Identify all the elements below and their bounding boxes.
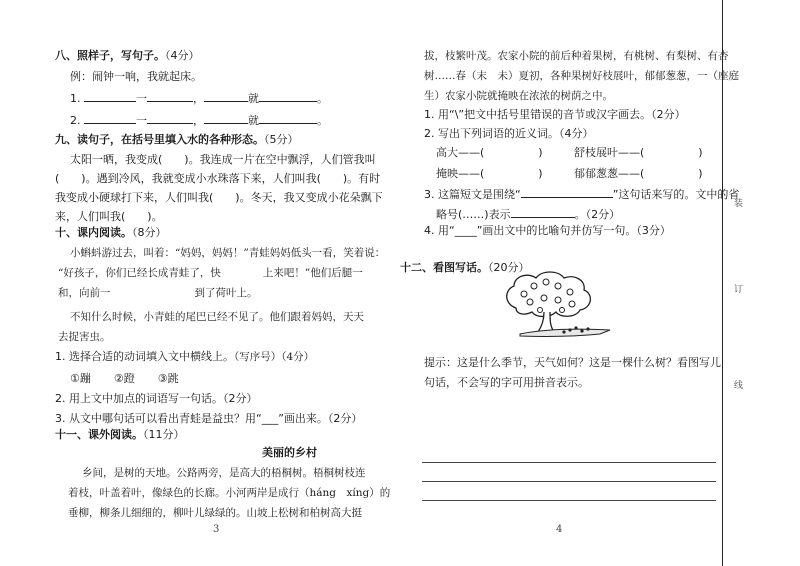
- writing-line: [422, 481, 716, 482]
- tree-illustration: [500, 270, 620, 342]
- page-number-left: 3: [213, 524, 220, 535]
- right-passage: 拔，枝繁叶茂。农家小院的前后种着果树，有桃树、有梨树、有杏: [424, 50, 729, 62]
- binding-line: [722, 0, 723, 566]
- section-11-passage: 垂柳，柳条儿细细的，柳叶儿绿绿的。山坡上松树和柏树高大挺: [68, 507, 362, 519]
- section-10-passage: 不知什么时候，小青蛙的尾巴已经不见了。他们跟着妈妈，天天: [70, 311, 364, 323]
- writing-line: [422, 500, 716, 501]
- right-q3: 3. 这篇短文是围绕“ ”这句话来写的。文中的省: [424, 188, 740, 201]
- section-10-passage: 小蝌蚪游过去，叫着：“妈妈，妈妈！”青蛙妈妈低头一看，笑着说：: [70, 247, 386, 259]
- section-9-line: 我变成小硬球打下来，人们叫我( )。冬天，我又变成小花朵飘下: [55, 191, 383, 204]
- section-9-line: ( )。遇到冷风，我就变成小水珠落下来，人们叫我( )。有时: [55, 172, 381, 185]
- synonym-item: 高大——( ): [436, 146, 543, 159]
- binding-label: 线: [734, 381, 744, 391]
- section-10-passage: 去捉害虫。: [58, 331, 111, 343]
- section-8-q1: 1. 一 ， 就 。: [70, 92, 328, 105]
- right-q3-cont: 略号(……)表示 。（2分）: [436, 208, 621, 221]
- right-passage: 树……春（末 未）夏初，各种果树好枝展叶，郁郁葱葱，一（座庭: [424, 70, 739, 82]
- section-9-title: 九、读句子，在括号里填入水的各种形态。（5分）: [55, 133, 299, 146]
- section-10-passage: 和，向前一 到了荷叶上。: [58, 287, 258, 299]
- article-title: 美丽的乡村: [262, 446, 317, 459]
- section-9-line: 太阳一晒，我变成( )。我连成一片在空中飘浮，人们管我叫: [70, 153, 376, 166]
- section-11-passage: 乡间，是树的天地。公路两旁，是高大的梧桐树。梧桐树枝连: [82, 467, 366, 479]
- section-10-passage: “好孩子，你们已经长成青蛙了，快 上来吧！”他们后腿一: [58, 267, 363, 279]
- synonym-item: 郁郁葱葱——( ): [574, 167, 703, 180]
- right-q4: 4. 用“____”画出文中的比喻句并仿写一句。（3分）: [424, 224, 671, 237]
- section-10-q1: 1. 选择合适的动词填入文中横线上。（写序号）（4分）: [55, 350, 315, 363]
- section-11-title: 十一、课外阅读。（11分）: [55, 428, 185, 441]
- section-12-title: 十二、看图写话。（20分）: [400, 261, 530, 274]
- option-2: ②蹬: [113, 372, 135, 385]
- section-8-example: 例：闹钟一响，我就起床。: [70, 70, 202, 83]
- writing-prompt: 提示：这是什么季节，天气如何？这是一棵什么树？看图写儿: [424, 356, 721, 369]
- right-q1: 1. 用“\”把文中括号里错误的音节或汉字画去。（2分）: [424, 108, 686, 121]
- binding-label: 装: [734, 199, 744, 209]
- binding-label: 订: [734, 285, 744, 295]
- right-passage: 生）农家小院就掩映在浓浓的树荫之中。: [424, 90, 613, 102]
- section-8-title: 八、照样子，写句子。（4分）: [55, 49, 200, 62]
- section-10-options: [70, 372, 179, 386]
- section-10-q2: 2. 用上文中加点的词语写一句话。（2分）: [55, 392, 258, 405]
- option-1: ①蹦: [70, 372, 91, 385]
- right-q2: 2. 写出下列词语的近义词。（4分）: [424, 127, 594, 140]
- section-10-q3: 3. 从文中哪句话可以看出青蛙是益虫？用“___”画出来。（2分）: [55, 412, 363, 425]
- page-number-right: 4: [556, 524, 563, 535]
- writing-line: [422, 462, 716, 463]
- section-9-line: 来，人们叫我( )。: [55, 210, 163, 223]
- option-3: ③跳: [157, 372, 179, 385]
- writing-prompt: 句话，不会写的字可用拼音表示。: [424, 376, 589, 389]
- synonym-item: 舒枝展叶——( ): [574, 146, 703, 159]
- section-8-q2: 2. 一 ， 就 。: [70, 114, 328, 127]
- section-11-passage: 着枝，叶盖着叶，像绿色的长廊。小河两岸是成行（háng xíng）的: [68, 487, 391, 499]
- section-10-title: 十、课内阅读。（8分）: [55, 226, 167, 239]
- synonym-item: 掩映——( ): [436, 167, 543, 180]
